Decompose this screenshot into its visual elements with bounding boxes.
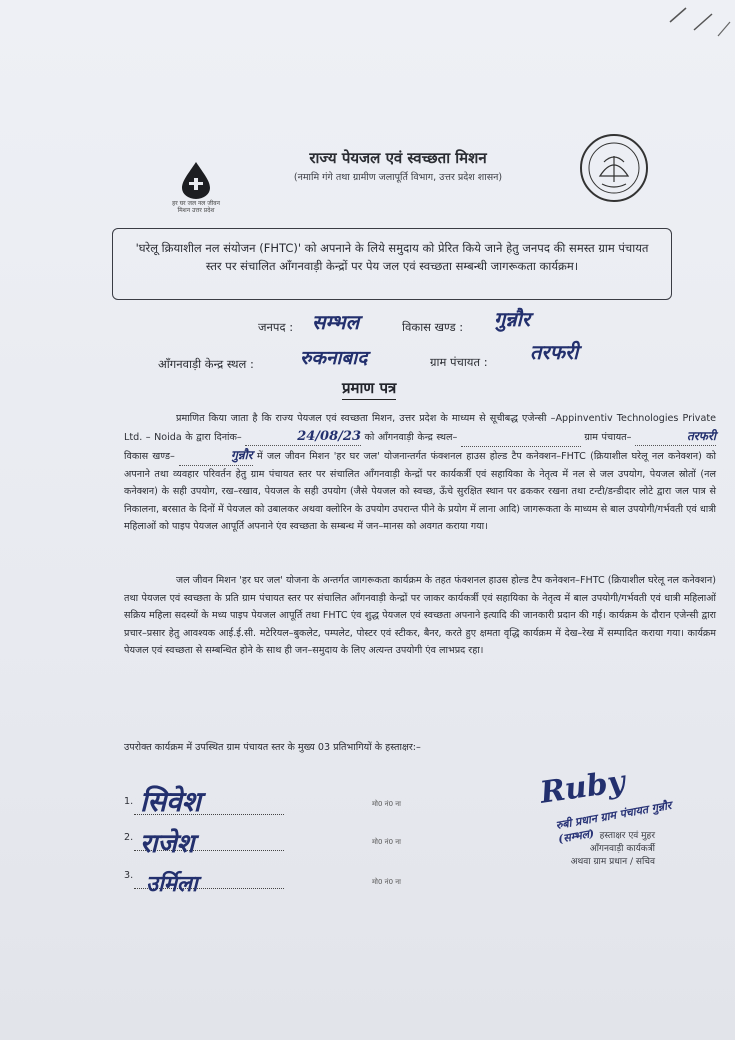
certificate-paragraph-1 (124, 410, 716, 536)
pradhan-stamp: रुबी प्रधान ग्राम पंचायत गुन्नौर (सम्भल) (554, 798, 673, 846)
certificate-title: प्रमाण पत्र (342, 378, 396, 400)
program-banner (112, 228, 672, 300)
banner-text: 'घरेलू क्रियाशील नल संयोजन (FHTC)' को अपनाने के लिये समुदाय को प्रेरित किये जाने हेतु जनपद की समस्त ग्राम पंचायत स्तर पर संचालित आँगनवाड़ी केन्द्रों पर पेय जल एवं स्वच्छता सम्बन्धी जागरूकता कार्यक्रम। (135, 241, 649, 273)
logo-tagline: हर घर जल नल जीवन मिशन उत्तर प्रदेश (172, 200, 220, 214)
para1-part-a: प्रमाणित किया जाता है कि राज्य पेयजल एवं स्वच्छता मिशन, उत्तर प्रदेश के माध्यम से सूचीबद्ध एजेन्सी –Appinventiv Technologies Private Ltd. – Noida के द्वारा दिनांक– (124, 413, 716, 443)
block-label: विकास खण्ड : (402, 320, 464, 334)
panchayat-label: ग्राम पंचायत : (430, 355, 488, 369)
para1-part-b: को आँगनवाड़ी केन्द्र स्थल– (364, 431, 458, 443)
certificate-paragraph-2 (124, 572, 716, 660)
participant-signature-1: सिवेश (140, 785, 201, 818)
water-drop-icon (178, 160, 214, 200)
officer-signature: Ruby (537, 764, 628, 811)
sig-num-2: 2. (124, 832, 134, 843)
mobile-label-2: मो0 नं0 ना (372, 838, 401, 846)
anganwadi-label: आँगनवाड़ी केन्द्र स्थल : (158, 357, 254, 371)
participants-intro: उपरोक्त कार्यक्रम में उपस्थित ग्राम पंचायत स्तर के मुख्य 03 प्रतिभागियों के हस्ताक्षर:– (124, 742, 421, 753)
para1-panchayat-value: तरफरी (635, 428, 716, 447)
para1-block-value: गुन्नौर (179, 447, 253, 466)
officer-line-2: आँगनवाड़ी कार्यकर्त्री (589, 844, 655, 854)
pen-marks (660, 0, 735, 40)
sig-num-1: 1. (124, 796, 134, 807)
anganwadi-value: रुकनाबाद (300, 347, 368, 369)
mobile-label-1: मो0 नं0 ना (372, 800, 401, 808)
para1-part-c: ग्राम पंचायत– (584, 431, 632, 443)
participant-signature-3: उर्मिला (146, 871, 198, 897)
jal-jeevan-mission-logo (168, 160, 224, 224)
district-value: सम्भल (312, 310, 360, 334)
officer-block (505, 830, 655, 869)
sig-num-3: 3. (124, 870, 134, 881)
panchayat-value: तरफरी (530, 340, 579, 364)
org-subtitle: (नमामि गंगे तथा ग्रामीण जलापूर्ति विभाग, उत्तर प्रदेश शासन) (293, 172, 503, 183)
officer-line-1: हस्ताक्षर एवं मुहर (599, 831, 655, 841)
event-date: 24/08/23 (245, 428, 361, 447)
para2-text: जल जीवन मिशन 'हर घर जल' योजना के अन्तर्गत जागरूकता कार्यक्रम के तहत फंक्शनल हाउस होल्ड टैप कनेक्शन–FHTC (क्रियाशील घरेलू नल कनेक्शन) तथा पेयजल एवं स्वच्छता के प्रति ग्राम पंचायत स्तर पर संचालित आँगनवाड़ी केन्द्रों पर जाकर कार्यकर्त्री एवं सहायिका के नेतृत्व में बाल उपयोगी/गर्भवती एवं धात्री महिलाओं सक्रिय महिला सदस्यों के मध्य पाइप पेयजल आपूर्ति तथा FHTC एंव शुद्ध पेयजल एवं स्वच्छता अपनाने इत्यादि की जानकारी प्रदान की गई। कार्यक्रम के दौरान एजेन्सी द्वारा प्रचार–प्रसार हेतु आवश्यक आई.ई.सी. मटेरियल–बुकलेट, पम्पलेट, पोस्टर एवं स्टीकर, बैनर, करते हुए क्षमता वृद्धि कार्यक्रम में देख–रेख में सम्पादित कराया गया। कार्यक्रम पेयजल एवं स्वच्छता से सम्बन्धित होने के साथ ही जन–समुदाय के लिए अत्यन्त उपयोगी एंव लाभप्रद रहा। (124, 575, 716, 656)
up-government-seal (578, 132, 650, 204)
mobile-label-3: मो0 नं0 ना (372, 878, 401, 886)
district-label: जनपद : (258, 320, 294, 334)
para1-part-d: विकास खण्ड– (124, 451, 175, 462)
block-value: गुन्नौर (494, 307, 531, 331)
org-title: राज्य पेयजल एवं स्वच्छता मिशन (309, 149, 487, 167)
participant-signature-2: राजेश (140, 829, 195, 859)
officer-line-3: अथवा ग्राम प्रधान / सचिव (570, 857, 655, 867)
para1-part-e: में जल जीवन मिशन 'हर घर जल' योजनान्तर्गत फंक्शनल हाउस होल्ड टैप कनेक्शन–FHTC (क्रियाशील घरेलू नल कनेक्शन) को अपनाने तथा व्यवहार परिवर्तन हेतु ग्राम पंचायत स्तर पर संचालित आँगनवाड़ी केन्द्रों पर कार्यकर्त्री एवं सहायिका के नेतृत्व में नल से जल उपयोग, पेयजल स्रोतों (नल कनेक्शन) के सही उपयोग, रख–रखाव, पेयजल के सही उपयोग (जैसे पेयजल को स्वच्छ, ऊँचे सुरक्षित स्थान पर ढककर रखना तथा टन्टी/डन्डीदार लोटे द्वारा जल पात्र से निकालना, बरसात के दिनों में पेयजल को उबालकर अथवा क्लोरिन के उपयोग उपरान्त पीने के प्रयोग में लाना आदि) जागरूकता के माध्यम से बाल उपयोगी/गर्भवती एवं धात्री महिलाओं को पाइप पेयजल आपूर्ति अपनाने एंव स्वच्छता के सम्बन्ध में जन–मानस को अवगत कराया गया। (124, 451, 716, 532)
